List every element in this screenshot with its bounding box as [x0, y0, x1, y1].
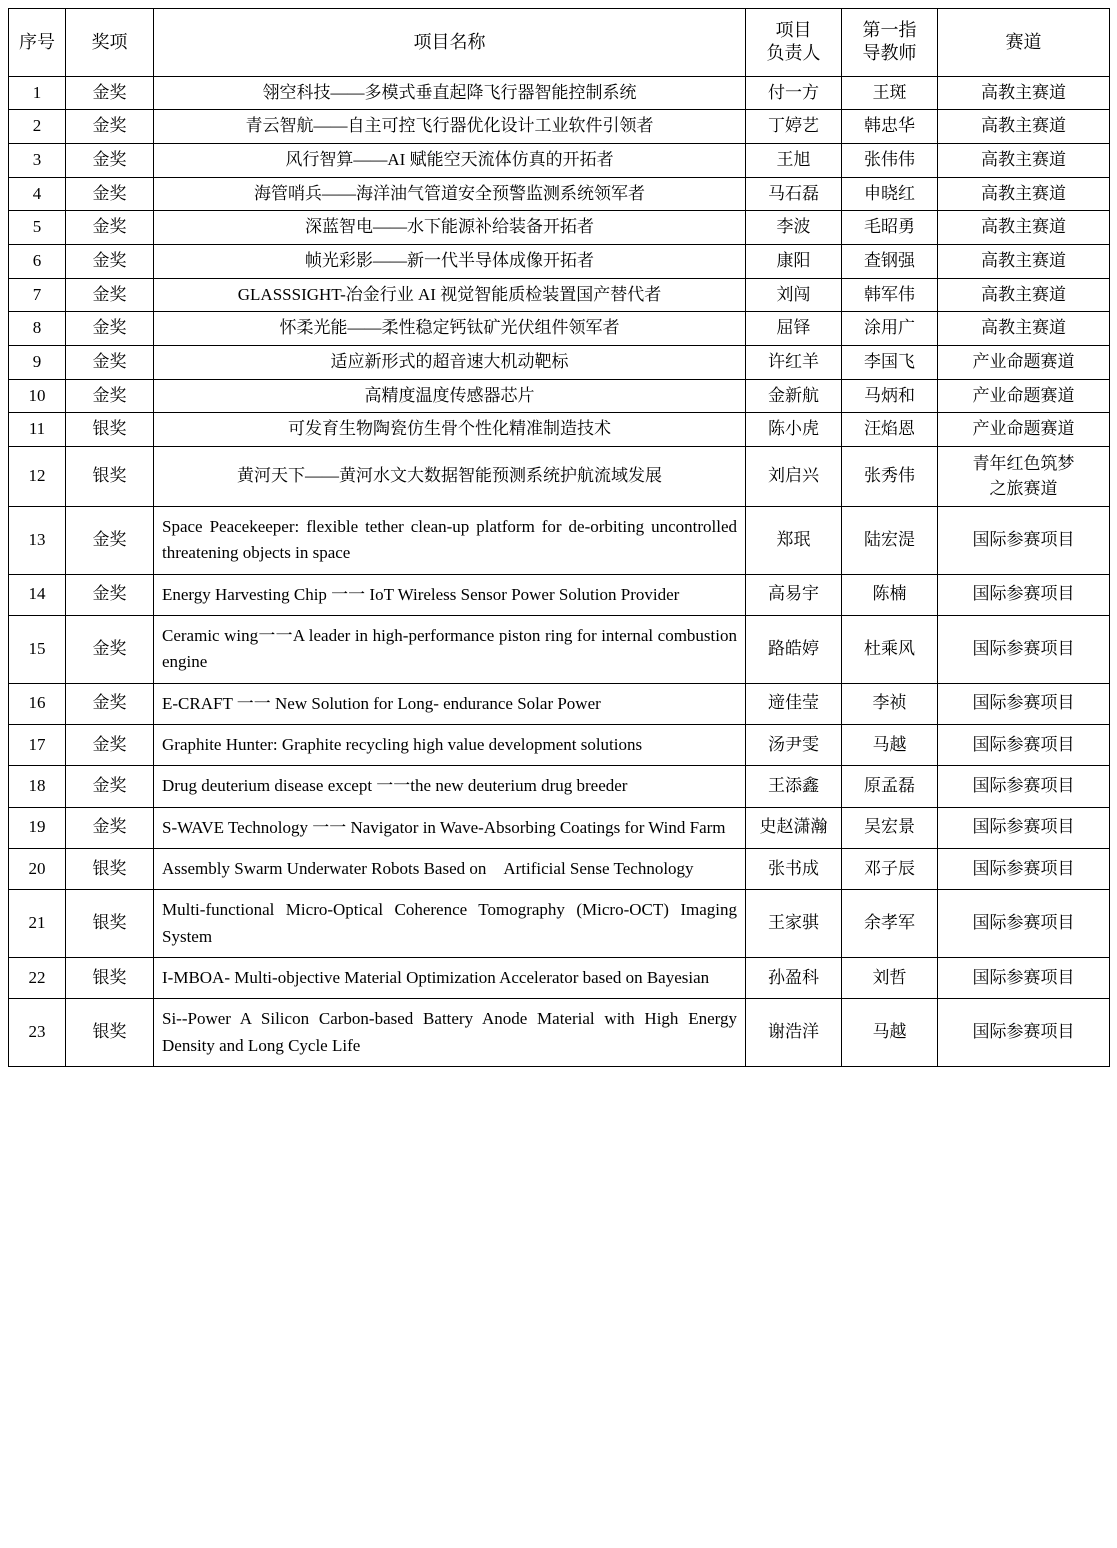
cell-track: 高教主赛道 — [938, 211, 1110, 245]
cell-project-name: GLASSSIGHT-冶金行业 AI 视觉智能质检装置国产替代者 — [154, 278, 746, 312]
cell-first-tutor: 韩军伟 — [842, 278, 938, 312]
table-row — [9, 724, 1110, 765]
table-row — [9, 574, 1110, 615]
cell-project-name: Space Peacekeeper: flexible tether clean-up platform for de-orbiting uncontrolled threatening objects in space — [154, 506, 746, 574]
column-header-project-name: 项目名称 — [154, 9, 746, 77]
table-row — [9, 446, 1110, 506]
cell-index: 6 — [9, 244, 66, 278]
cell-first-tutor: 杜乘风 — [842, 615, 938, 683]
table-row — [9, 615, 1110, 683]
table-row — [9, 244, 1110, 278]
cell-project-name: 黄河天下——黄河水文大数据智能预测系统护航流域发展 — [154, 446, 746, 506]
cell-award: 金奖 — [66, 506, 154, 574]
cell-first-tutor: 马越 — [842, 999, 938, 1067]
cell-project-leader: 王旭 — [746, 144, 842, 178]
cell-award: 金奖 — [66, 683, 154, 724]
cell-award: 金奖 — [66, 807, 154, 848]
column-header-track: 赛道 — [938, 9, 1110, 77]
cell-track: 国际参赛项目 — [938, 957, 1110, 998]
cell-index: 2 — [9, 110, 66, 144]
table-row — [9, 413, 1110, 447]
cell-index: 20 — [9, 848, 66, 889]
cell-first-tutor: 原孟磊 — [842, 766, 938, 807]
table-row — [9, 278, 1110, 312]
cell-index: 9 — [9, 345, 66, 379]
cell-award: 金奖 — [66, 144, 154, 178]
cell-project-leader: 刘启兴 — [746, 446, 842, 506]
cell-index: 3 — [9, 144, 66, 178]
cell-track: 高教主赛道 — [938, 110, 1110, 144]
cell-award: 金奖 — [66, 345, 154, 379]
cell-track: 高教主赛道 — [938, 278, 1110, 312]
cell-first-tutor: 涂用广 — [842, 312, 938, 346]
cell-project-leader: 许红羊 — [746, 345, 842, 379]
cell-first-tutor: 马越 — [842, 724, 938, 765]
cell-project-leader: 陈小虎 — [746, 413, 842, 447]
cell-award: 金奖 — [66, 312, 154, 346]
column-header-project-leader — [746, 9, 842, 77]
table-header-row — [9, 9, 1110, 77]
cell-project-name: Drug deuterium disease except 一一the new deuterium drug breeder — [154, 766, 746, 807]
cell-project-leader: 张书成 — [746, 848, 842, 889]
table-row — [9, 807, 1110, 848]
cell-index: 23 — [9, 999, 66, 1067]
cell-project-leader: 丁婷艺 — [746, 110, 842, 144]
cell-project-name: Si--Power A Silicon Carbon-based Battery Anode Material with High Energy Density and Long Cycle Life — [154, 999, 746, 1067]
cell-project-leader: 王添鑫 — [746, 766, 842, 807]
cell-project-leader: 李波 — [746, 211, 842, 245]
cell-first-tutor: 陆宏湜 — [842, 506, 938, 574]
cell-track: 国际参赛项目 — [938, 807, 1110, 848]
cell-award: 金奖 — [66, 574, 154, 615]
table-row — [9, 683, 1110, 724]
cell-track: 国际参赛项目 — [938, 848, 1110, 889]
cell-track: 高教主赛道 — [938, 144, 1110, 178]
cell-first-tutor: 李国飞 — [842, 345, 938, 379]
cell-first-tutor: 吴宏景 — [842, 807, 938, 848]
table-row — [9, 312, 1110, 346]
table-row — [9, 211, 1110, 245]
cell-first-tutor: 张伟伟 — [842, 144, 938, 178]
cell-project-leader: 康阳 — [746, 244, 842, 278]
cell-track: 国际参赛项目 — [938, 890, 1110, 958]
table-row — [9, 890, 1110, 958]
column-header-index: 序号 — [9, 9, 66, 77]
cell-project-name: Assembly Swarm Underwater Robots Based on Artificial Sense Technology — [154, 848, 746, 889]
column-header-project-leader-line1: 项目 — [775, 20, 812, 40]
cell-award: 银奖 — [66, 848, 154, 889]
cell-award: 银奖 — [66, 957, 154, 998]
table-row — [9, 76, 1110, 110]
cell-project-name: 适应新形式的超音速大机动靶标 — [154, 345, 746, 379]
cell-project-name: Multi-functional Micro-Optical Coherence Tomography (Micro-OCT) Imaging System — [154, 890, 746, 958]
cell-first-tutor: 马炳和 — [842, 379, 938, 413]
cell-index: 14 — [9, 574, 66, 615]
cell-index: 19 — [9, 807, 66, 848]
cell-index: 8 — [9, 312, 66, 346]
cell-project-name: 高精度温度传感器芯片 — [154, 379, 746, 413]
cell-project-leader: 史赵潇瀚 — [746, 807, 842, 848]
cell-project-name: 青云智航——自主可控飞行器优化设计工业软件引领者 — [154, 110, 746, 144]
column-header-first-tutor-line2: 导教师 — [862, 43, 917, 64]
table-row — [9, 144, 1110, 178]
cell-project-leader: 郑珉 — [746, 506, 842, 574]
cell-award: 银奖 — [66, 446, 154, 506]
cell-project-name: Energy Harvesting Chip 一一 IoT Wireless Sensor Power Solution Provider — [154, 574, 746, 615]
cell-first-tutor: 查钢强 — [842, 244, 938, 278]
table-row — [9, 766, 1110, 807]
cell-first-tutor: 陈楠 — [842, 574, 938, 615]
cell-track: 国际参赛项目 — [938, 506, 1110, 574]
cell-award: 金奖 — [66, 278, 154, 312]
cell-first-tutor: 李祯 — [842, 683, 938, 724]
cell-project-name: 怀柔光能——柔性稳定钙钛矿光伏组件领军者 — [154, 312, 746, 346]
cell-award: 金奖 — [66, 76, 154, 110]
cell-first-tutor: 王斑 — [842, 76, 938, 110]
cell-first-tutor: 刘哲 — [842, 957, 938, 998]
cell-first-tutor: 申晓红 — [842, 177, 938, 211]
cell-track: 国际参赛项目 — [938, 615, 1110, 683]
cell-award: 金奖 — [66, 766, 154, 807]
cell-index: 11 — [9, 413, 66, 447]
cell-index: 17 — [9, 724, 66, 765]
cell-project-name: 风行智算——AI 赋能空天流体仿真的开拓者 — [154, 144, 746, 178]
cell-award: 金奖 — [66, 244, 154, 278]
cell-index: 18 — [9, 766, 66, 807]
cell-award: 银奖 — [66, 890, 154, 958]
cell-index: 5 — [9, 211, 66, 245]
table-body — [9, 76, 1110, 1066]
cell-award: 金奖 — [66, 724, 154, 765]
cell-first-tutor: 张秀伟 — [842, 446, 938, 506]
table-row — [9, 379, 1110, 413]
column-header-award: 奖项 — [66, 9, 154, 77]
cell-index: 15 — [9, 615, 66, 683]
cell-award: 金奖 — [66, 615, 154, 683]
cell-award: 金奖 — [66, 110, 154, 144]
cell-first-tutor: 韩忠华 — [842, 110, 938, 144]
cell-project-leader: 遆佳莹 — [746, 683, 842, 724]
cell-first-tutor: 汪焰恩 — [842, 413, 938, 447]
cell-project-leader: 高易宇 — [746, 574, 842, 615]
cell-project-leader: 屈铎 — [746, 312, 842, 346]
cell-project-leader: 路皓婷 — [746, 615, 842, 683]
table-row — [9, 110, 1110, 144]
table-row — [9, 506, 1110, 574]
cell-track: 产业命题赛道 — [938, 413, 1110, 447]
cell-project-name: 可发育生物陶瓷仿生骨个性化精准制造技术 — [154, 413, 746, 447]
cell-award: 金奖 — [66, 379, 154, 413]
cell-track: 国际参赛项目 — [938, 724, 1110, 765]
cell-project-leader: 谢浩洋 — [746, 999, 842, 1067]
cell-award: 银奖 — [66, 413, 154, 447]
table-row — [9, 848, 1110, 889]
cell-index: 4 — [9, 177, 66, 211]
cell-track: 高教主赛道 — [938, 76, 1110, 110]
cell-index: 7 — [9, 278, 66, 312]
cell-index: 10 — [9, 379, 66, 413]
table-row — [9, 999, 1110, 1067]
cell-first-tutor: 邓子辰 — [842, 848, 938, 889]
column-header-first-tutor-line1: 第一指 — [862, 20, 917, 40]
cell-project-leader: 马石磊 — [746, 177, 842, 211]
cell-project-name: Ceramic wing一一A leader in high-performance piston ring for internal combustion engine — [154, 615, 746, 683]
cell-track: 国际参赛项目 — [938, 766, 1110, 807]
award-results-table — [8, 8, 1110, 1067]
cell-track: 高教主赛道 — [938, 244, 1110, 278]
cell-first-tutor: 余孝军 — [842, 890, 938, 958]
cell-project-name: S-WAVE Technology 一一 Navigator in Wave-Absorbing Coatings for Wind Farm — [154, 807, 746, 848]
cell-track: 国际参赛项目 — [938, 683, 1110, 724]
cell-award: 银奖 — [66, 999, 154, 1067]
cell-project-leader: 刘闯 — [746, 278, 842, 312]
cell-index: 16 — [9, 683, 66, 724]
cell-track: 青年红色筑梦 之旅赛道 — [938, 446, 1110, 506]
cell-index: 13 — [9, 506, 66, 574]
cell-track: 国际参赛项目 — [938, 999, 1110, 1067]
table-row — [9, 957, 1110, 998]
cell-project-name: E-CRAFT 一一 New Solution for Long- endurance Solar Power — [154, 683, 746, 724]
cell-project-name: Graphite Hunter: Graphite recycling high value development solutions — [154, 724, 746, 765]
column-header-first-tutor — [842, 9, 938, 77]
cell-index: 12 — [9, 446, 66, 506]
cell-project-leader: 付一方 — [746, 76, 842, 110]
cell-index: 1 — [9, 76, 66, 110]
cell-track: 产业命题赛道 — [938, 379, 1110, 413]
table-row — [9, 345, 1110, 379]
cell-project-name: 深蓝智电——水下能源补给装备开拓者 — [154, 211, 746, 245]
cell-index: 21 — [9, 890, 66, 958]
cell-index: 22 — [9, 957, 66, 998]
cell-project-leader: 王家骐 — [746, 890, 842, 958]
cell-track: 国际参赛项目 — [938, 574, 1110, 615]
table-row — [9, 177, 1110, 211]
cell-first-tutor: 毛昭勇 — [842, 211, 938, 245]
cell-project-leader: 孙盈科 — [746, 957, 842, 998]
cell-project-leader: 汤尹雯 — [746, 724, 842, 765]
cell-award: 金奖 — [66, 211, 154, 245]
cell-project-name: 海管哨兵——海洋油气管道安全预警监测系统领军者 — [154, 177, 746, 211]
cell-track: 产业命题赛道 — [938, 345, 1110, 379]
cell-track: 高教主赛道 — [938, 312, 1110, 346]
cell-track: 高教主赛道 — [938, 177, 1110, 211]
cell-award: 金奖 — [66, 177, 154, 211]
cell-project-name: 翎空科技——多模式垂直起降飞行器智能控制系统 — [154, 76, 746, 110]
cell-project-name: 帧光彩影——新一代半导体成像开拓者 — [154, 244, 746, 278]
cell-project-leader: 金新航 — [746, 379, 842, 413]
column-header-project-leader-line2: 负责人 — [766, 43, 821, 64]
cell-project-name: I-MBOA- Multi-objective Material Optimization Accelerator based on Bayesian — [154, 957, 746, 998]
